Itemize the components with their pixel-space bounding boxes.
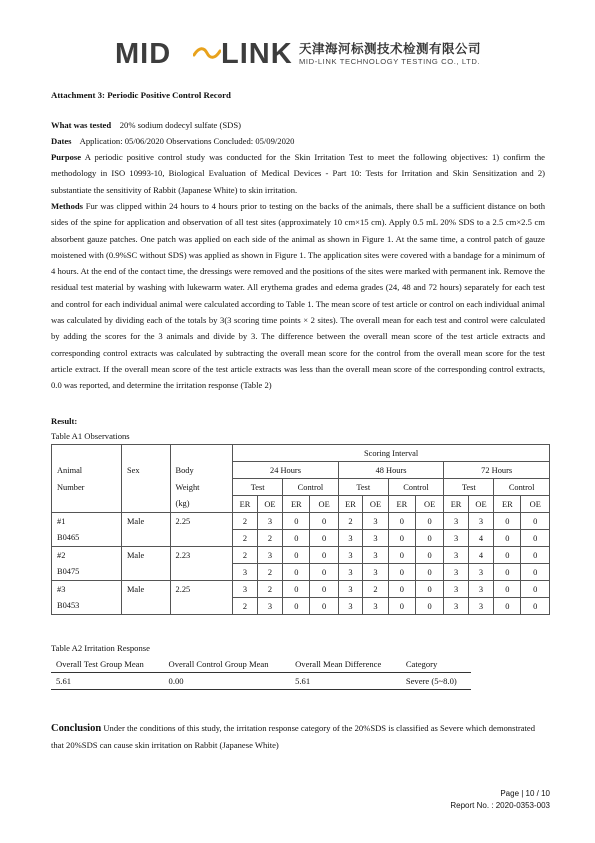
score-cell: 3	[444, 564, 468, 581]
a2-value: 5.61	[51, 673, 164, 690]
dates-label: Dates	[51, 136, 72, 146]
score-cell: 0	[310, 513, 338, 530]
header-er: ER	[388, 496, 415, 513]
score-cell: 3	[257, 547, 282, 564]
header-oe: OE	[310, 496, 338, 513]
score-cell: 2	[257, 564, 282, 581]
purpose-paragraph	[51, 149, 545, 198]
score-cell: 3	[233, 581, 257, 598]
observations-table	[51, 444, 550, 615]
score-cell: 0	[310, 564, 338, 581]
header-oe: OE	[521, 496, 550, 513]
table-a1-caption: Table A1 Observations	[51, 431, 130, 441]
score-cell: 0	[283, 547, 310, 564]
table-row	[52, 513, 550, 530]
logo-text-link: LINK	[221, 38, 293, 70]
score-cell: 0	[494, 530, 521, 547]
empty-cell	[121, 598, 170, 615]
score-cell: 0	[388, 513, 415, 530]
scoring-interval-header: Scoring Interval	[233, 445, 550, 462]
score-cell: 2	[233, 530, 257, 547]
animal-sex: Male	[121, 581, 170, 598]
score-cell: 0	[310, 581, 338, 598]
score-cell: 0	[283, 564, 310, 581]
score-cell: 0	[283, 530, 310, 547]
score-cell: 0	[521, 581, 550, 598]
conclusion-paragraph	[51, 720, 545, 753]
animal-id: #2	[52, 547, 122, 564]
animal-id: #3	[52, 581, 122, 598]
dates-value: Application: 05/06/2020 Observations Concluded: 05/09/2020	[79, 136, 295, 146]
score-cell: 0	[310, 598, 338, 615]
animal-weight: 2.25	[170, 513, 233, 530]
score-cell: 0	[494, 564, 521, 581]
header-control: Control	[494, 479, 550, 496]
score-cell: 0	[310, 547, 338, 564]
score-cell: 2	[257, 581, 282, 598]
animal-number: B0453	[52, 598, 122, 615]
purpose-label: Purpose	[51, 152, 82, 162]
methods-label: Methods	[51, 201, 83, 211]
score-cell: 3	[338, 530, 362, 547]
header-test: Test	[338, 479, 388, 496]
observations-body	[52, 513, 550, 615]
col-sex: Sex	[121, 462, 170, 479]
score-cell: 0	[415, 564, 443, 581]
header-oe: OE	[468, 496, 493, 513]
a2-value: 5.61	[290, 673, 401, 690]
score-cell: 3	[338, 581, 362, 598]
score-cell: 0	[415, 513, 443, 530]
score-cell: 3	[233, 564, 257, 581]
header-er: ER	[283, 496, 310, 513]
score-cell: 4	[468, 547, 493, 564]
what-tested-line	[51, 120, 241, 130]
score-cell: 3	[444, 513, 468, 530]
a2-value: Severe (5~8.0)	[401, 673, 471, 690]
score-cell: 0	[494, 581, 521, 598]
table-row	[52, 581, 550, 598]
empty-cell	[121, 564, 170, 581]
score-cell: 2	[338, 513, 362, 530]
score-cell: 2	[233, 547, 257, 564]
a2-value: 0.00	[164, 673, 291, 690]
score-cell: 0	[388, 564, 415, 581]
score-cell: 2	[233, 598, 257, 615]
score-cell: 3	[363, 564, 388, 581]
header-er: ER	[233, 496, 257, 513]
score-cell: 0	[415, 530, 443, 547]
empty-cell	[170, 598, 233, 615]
animal-number: B0465	[52, 530, 122, 547]
methods-paragraph	[51, 198, 545, 394]
header-48h: 48 Hours	[338, 462, 444, 479]
score-cell: 0	[494, 598, 521, 615]
score-cell: 0	[310, 530, 338, 547]
score-cell: 0	[521, 547, 550, 564]
conclusion-label: Conclusion	[51, 723, 102, 734]
score-cell: 3	[468, 581, 493, 598]
header-oe: OE	[257, 496, 282, 513]
score-cell: 3	[363, 598, 388, 615]
dates-line	[51, 136, 294, 146]
col-kg: (kg)	[170, 496, 233, 513]
score-cell: 3	[468, 513, 493, 530]
col-animal: Animal	[52, 462, 122, 479]
score-cell: 3	[444, 598, 468, 615]
conclusion-text: Under the conditions of this study, the irritation response category of the 20%SDS is classified as Severe which demonstrated that 20%SDS can cause skin irritation on Rabbit (Japanese White)	[51, 723, 536, 750]
header-control: Control	[283, 479, 339, 496]
animal-sex: Male	[121, 547, 170, 564]
score-cell: 3	[468, 598, 493, 615]
animal-id: #1	[52, 513, 122, 530]
result-label: Result:	[51, 416, 78, 426]
score-cell: 2	[363, 581, 388, 598]
animal-sex: Male	[121, 513, 170, 530]
animal-weight: 2.25	[170, 581, 233, 598]
table-row	[52, 547, 550, 564]
header-er: ER	[494, 496, 521, 513]
score-cell: 0	[521, 530, 550, 547]
table-a2-caption: Table A2 Irritation Response	[51, 643, 150, 653]
logo-text-mid: MID	[115, 38, 172, 70]
score-cell: 3	[257, 513, 282, 530]
score-cell: 0	[388, 547, 415, 564]
score-cell: 0	[415, 581, 443, 598]
table-row	[52, 530, 550, 547]
score-cell: 0	[388, 581, 415, 598]
table-row	[52, 598, 550, 615]
col-body: Body	[170, 462, 233, 479]
score-cell: 0	[388, 530, 415, 547]
animal-weight: 2.23	[170, 547, 233, 564]
score-cell: 0	[521, 598, 550, 615]
col-number: Number	[52, 479, 122, 496]
empty-cell	[170, 530, 233, 547]
score-cell: 4	[468, 530, 493, 547]
header-oe: OE	[415, 496, 443, 513]
score-cell: 0	[283, 598, 310, 615]
header-er: ER	[338, 496, 362, 513]
a2-header: Category	[401, 656, 471, 673]
score-cell: 0	[521, 513, 550, 530]
header-er: ER	[444, 496, 468, 513]
score-cell: 3	[338, 564, 362, 581]
score-cell: 3	[444, 581, 468, 598]
animal-number: B0475	[52, 564, 122, 581]
score-cell: 0	[415, 547, 443, 564]
empty-cell	[170, 564, 233, 581]
company-name-en: MID-LINK TECHNOLOGY TESTING CO., LTD.	[299, 57, 481, 66]
header-test: Test	[233, 479, 283, 496]
score-cell: 3	[338, 598, 362, 615]
irritation-response-table	[51, 656, 471, 690]
header-test: Test	[444, 479, 494, 496]
score-cell: 3	[468, 564, 493, 581]
header-24h: 24 Hours	[233, 462, 339, 479]
score-cell: 0	[415, 598, 443, 615]
score-cell: 3	[257, 598, 282, 615]
score-cell: 3	[444, 547, 468, 564]
logo-wave-icon	[193, 46, 221, 60]
col-weight: Weight	[170, 479, 233, 496]
score-cell: 3	[338, 547, 362, 564]
attachment-title: Attachment 3: Periodic Positive Control Record	[51, 90, 231, 100]
score-cell: 0	[283, 513, 310, 530]
header-72h: 72 Hours	[444, 462, 550, 479]
a2-header: Overall Control Group Mean	[164, 656, 291, 673]
score-cell: 3	[363, 530, 388, 547]
score-cell: 0	[494, 513, 521, 530]
what-tested-label: What was tested	[51, 120, 112, 130]
header-control: Control	[388, 479, 444, 496]
company-logo	[115, 36, 482, 70]
table-row	[52, 564, 550, 581]
empty-cell	[121, 530, 170, 547]
page-number: Page | 10 / 10	[500, 789, 550, 798]
score-cell: 3	[363, 547, 388, 564]
a2-header: Overall Mean Difference	[290, 656, 401, 673]
score-cell: 2	[233, 513, 257, 530]
header-oe: OE	[363, 496, 388, 513]
company-name-cn: 天津海河标测技术检测有限公司	[299, 41, 482, 56]
score-cell: 0	[521, 564, 550, 581]
score-cell: 0	[283, 581, 310, 598]
score-cell: 0	[494, 547, 521, 564]
what-tested-value: 20% sodium dodecyl sulfate (SDS)	[119, 120, 242, 130]
purpose-text: A periodic positive control study was conducted for the Skin Irritation Test to meet the following objectives: 1) confirm the methodology in ISO 10993-10, Biological Evaluation of Medical Devices - Part 10: Tests for Irritation and Skin Sensitization and 2) substantiate the sensitivity of Rabbit (Japanese White) to skin irritation.	[51, 152, 545, 195]
report-number: Report No. : 2020-0353-003	[450, 801, 550, 810]
score-cell: 3	[444, 530, 468, 547]
a2-header: Overall Test Group Mean	[51, 656, 164, 673]
score-cell: 2	[257, 530, 282, 547]
score-cell: 0	[388, 598, 415, 615]
methods-text: Fur was clipped within 24 hours to 4 hours prior to testing on the backs of the animals, there shall be a sufficient distance on both sides of the spine for application and observation of all test sites (approximately 10 cm×15 cm). Apply 0.5 mL 20% SDS to a 2.5 cm×2.5 cm absorbent gauze patches. One patch was applied on each side of the animal as shown in Figure 1. At the same time, a control patch of gauze moistened with (0.9%SC without SDS) was applied as shown in Figure 1. The application sites were covered with a bandage for a minimum of 4 hours. At the end of the contact time, the dressings were removed and the positions of the sites were marked with permanent ink. Remove the residual test material by washing with lukewarm water. All erythema grades and edema grades (24, 48 and 72 hours) separately for each test and control for each individual animal were calculated according to Table 1. The mean score of test article or control on each individual animal was calculated by dividing each of the totals by 3(3 scoring time points × 2 sites). The overall mean for each test and control were calculated by adding the scores for the 3 animals and divide by 3. The difference between the overall mean score of the test article extracts and corresponding control extracts was calculated by subtracting the overall mean score for the control from the overall mean score for the test article extract. If the overall mean score of the test article extracts was less than the overall mean score of the corresponding control extracts, 0.0 was reported, and determine the irritation response (Table 2)	[51, 201, 545, 391]
score-cell: 3	[363, 513, 388, 530]
